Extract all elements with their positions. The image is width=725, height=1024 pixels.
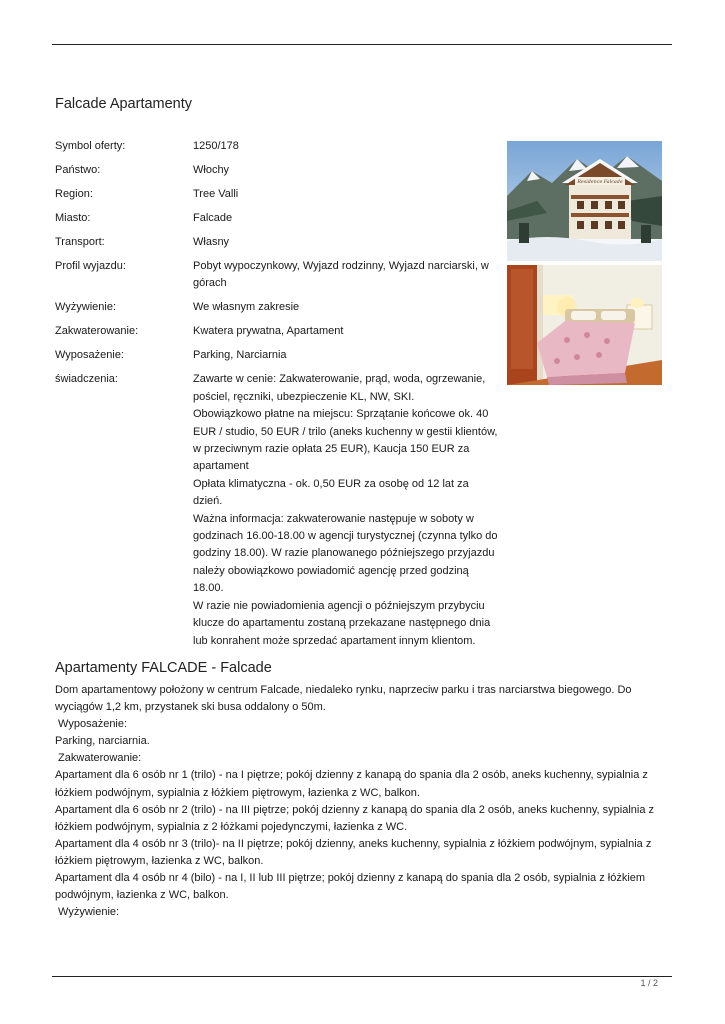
footer-rule: [52, 976, 672, 977]
offer-row: [55, 162, 505, 179]
offer-row: [55, 371, 505, 650]
offer-value-line: Ważna informacja: zakwaterowanie następuje w soboty w: [193, 512, 474, 525]
apartment-description: [55, 682, 675, 921]
offer-value-line: 1250/178: [193, 140, 239, 152]
offer-value-line: Parking, Narciarnia: [193, 349, 287, 362]
offer-row: [55, 186, 505, 203]
offer-value: [193, 299, 505, 316]
offer-value-line: Zawarte w cenie: Zakwaterowanie, prąd, woda, ogrzewanie,: [193, 373, 486, 386]
offer-value-line: należy obowiązkowo powiadomić agencję przed godziną: [193, 564, 469, 577]
offer-label: Wyposażenie:: [55, 349, 124, 362]
offer-label: Transport:: [55, 236, 105, 248]
offer-value-line: Tree Valli: [193, 188, 239, 200]
description-line: Apartament dla 4 osób nr 4 (bilo) - na I, II lub III piętrze; pokój dzienny z kanapą do spania dla 2 osób, sypialnia z łóżkiem: [55, 872, 646, 885]
offer-label: Symbol oferty:: [55, 140, 126, 152]
description-line: Wyżywienie:: [55, 906, 120, 919]
offer-value-line: We własnym zakresie: [193, 301, 300, 314]
offer-value-line: W razie nie powiadomienia agencji o późniejszym przybyciu: [193, 599, 485, 612]
offer-value-line: Własny: [193, 236, 230, 248]
offer-value-line: górach: [193, 277, 227, 290]
offer-value-line: EUR / studio, 50 EUR / trilo (aneks kuchenny w gestii klientów,: [193, 425, 498, 438]
offer-value: [193, 186, 505, 203]
description-line: łóżkiem piętrowym, łazienka z WC, balkon.: [55, 854, 264, 867]
offer-value-line: Włochy: [193, 164, 230, 176]
offer-value-line: w przeciwnym razie opłata 25 EUR), Kaucja 150 EUR za: [193, 443, 470, 456]
offer-value-line: Kwatera prywatna, Apartament: [193, 325, 344, 338]
description-line: Apartament dla 6 osób nr 1 (trilo) - na I piętrze; pokój dzienny z kanapą do spania dla 2 osób, aneks kuchenny, sypialnia z: [55, 769, 648, 782]
offer-row: [55, 210, 505, 227]
offer-value-line: godzinach 16.00-18.00 w agencji turystycznej (czynna tylko do: [193, 530, 498, 543]
offer-value-line: 18.00.: [193, 582, 224, 595]
page-title: Falcade Apartamenty: [55, 96, 193, 112]
offer-row: [55, 234, 505, 251]
offer-row: [55, 347, 505, 364]
description-line: łóżkiem podwójnym, sypialnia z 2 łóżkami pojedynczymi, łazienka z WC.: [55, 820, 408, 833]
offer-value-line: Obowiązkowo płatne na miejscu: Sprzątanie końcowe ok. 40: [193, 408, 489, 421]
offer-value-line: dzień.: [193, 495, 223, 508]
offer-row: [55, 258, 505, 293]
offer-label: Państwo:: [55, 164, 101, 176]
offer-label: Region:: [55, 188, 93, 200]
offer-label: świadczenia:: [55, 373, 118, 386]
offer-value-line: pościel, ręczniki, ubezpieczenie KL, NW, SKI.: [193, 390, 415, 403]
offer-value: [193, 138, 505, 155]
bedroom-photo: [507, 265, 662, 385]
offer-value-line: klucze do apartamentu zostaną przekazane następnego dnia: [193, 617, 491, 630]
description-line: podwójnym, łazienka z WC, balkon.: [55, 889, 229, 902]
offer-row: [55, 323, 505, 340]
offer-value: [193, 210, 505, 227]
offer-value: [193, 258, 505, 293]
description-line: Dom apartamentowy położony w centrum Falcade, niedaleko rynku, naprzeciw parku i tras narciarstwa biegowego. Do: [55, 684, 632, 696]
offer-label: Profil wyjazdu:: [55, 260, 126, 272]
offer-value: [193, 371, 505, 650]
description-line: Wyposażenie:: [55, 718, 128, 731]
offer-label: Miasto:: [55, 212, 91, 224]
offer-row: [55, 138, 505, 155]
description-line: wyciągów 1,2 km, przystanek ski busa oddalony o 50m.: [55, 701, 326, 714]
offer-value: [193, 347, 505, 364]
description-line: łóżkiem podwójnym, sypialnia z łóżkiem piętrowym, łazienka z WC, balkon.: [55, 786, 420, 799]
description-line: Zakwaterowanie:: [55, 752, 142, 765]
description-line: Parking, narciarnia.: [55, 735, 150, 748]
offer-value-line: godziny 18.00). W razie planowanego późniejszego przyjazdu: [193, 547, 495, 560]
offer-value-line: Falcade: [193, 212, 233, 224]
offer-value-line: Opłata klimatyczna - ok. 0,50 EUR za osobę od 12 lat za: [193, 477, 469, 490]
offer-value-line: lub konrahent może sprzedać apartament innym klientom.: [193, 634, 476, 647]
offer-value: [193, 162, 505, 179]
header-rule: [52, 44, 672, 45]
section-title: Apartamenty FALCADE - Falcade: [55, 660, 272, 676]
offer-row: [55, 299, 505, 316]
offer-value-line: Pobyt wypoczynkowy, Wyjazd rodzinny, Wyjazd narciarski, w: [193, 260, 489, 272]
description-line: Apartament dla 4 osób nr 3 (trilo)- na II piętrze; pokój dzienny, aneks kuchenny, sypialnia z łóżkiem podwójnym, sypialnia z: [55, 837, 652, 850]
offer-value: [193, 234, 505, 251]
offer-label: Zakwaterowanie:: [55, 325, 139, 338]
hotel-sign-text: Residence Falcade: [577, 180, 623, 185]
offer-details-table: [55, 138, 505, 650]
offer-value-line: apartament: [193, 460, 249, 473]
page-number: 1 / 2: [640, 978, 658, 988]
offer-value: [193, 323, 505, 340]
offer-label: Wyżywienie:: [55, 301, 117, 314]
hotel-exterior-photo: [507, 141, 662, 261]
description-line: Apartament dla 6 osób nr 2 (trilo) - na III piętrze; pokój dzienny z kanapą do spania dla 2 osób, aneks kuchenny, sypialnia z: [55, 803, 655, 816]
